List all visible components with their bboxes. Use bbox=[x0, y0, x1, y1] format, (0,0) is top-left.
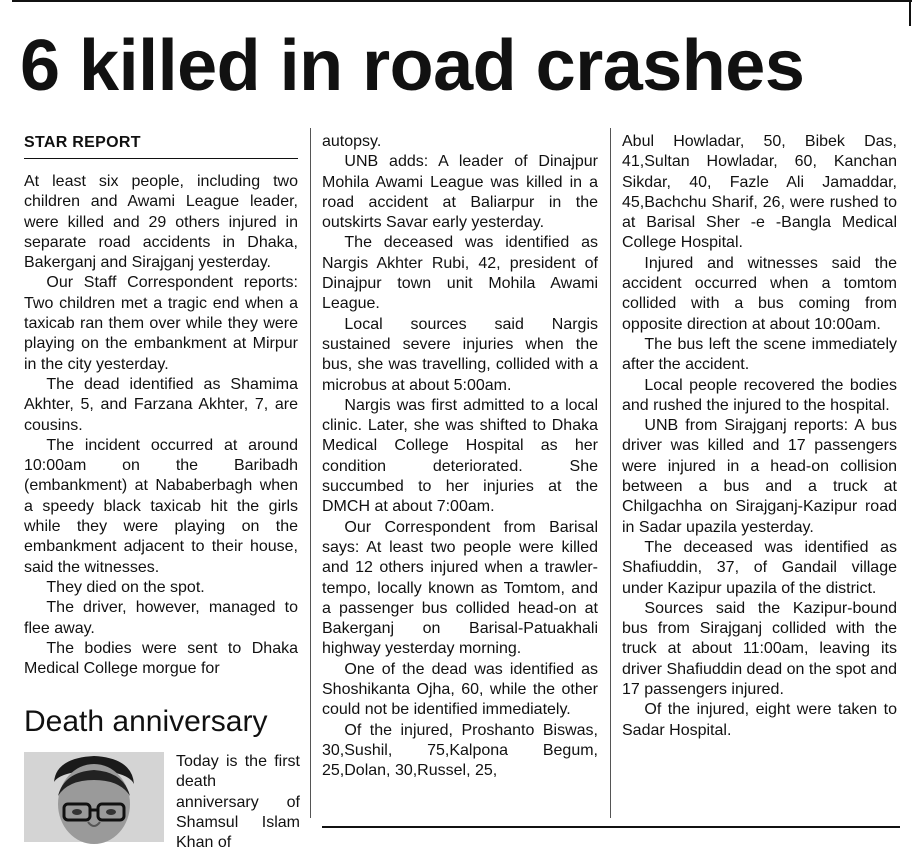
paragraph: Nargis was first admitted to a local clinic. Later, she was shifted to Dhaka Medical College Hospital as her condition deteriorated. She succumbed to her injuries at the DMCH at about 7:00am. bbox=[322, 396, 598, 516]
paragraph: Of the injured, Proshanto Biswas, 30,Sushil, 75,Kalpona Begum, 25,Dolan, 30,Russel, 25, bbox=[322, 721, 598, 780]
paragraph: Our Staff Correspondent reports: Two children met a tragic end when a taxicab ran them over while they were playing on the embankment at Mirpur in the city yesterday. bbox=[24, 274, 298, 373]
anniversary-text bbox=[176, 752, 300, 852]
paragraph: The driver, however, managed to flee away. bbox=[24, 599, 298, 637]
paragraph: UNB from Sirajganj reports: A bus driver was killed and 17 passengers were injured in a head-on collision between a bus and a truck at Chilgachha on Sirajganj-Kazipur road in Sadar upazila yesterday. bbox=[622, 417, 897, 536]
right-rule bbox=[909, 0, 911, 26]
portrait-photo-icon bbox=[24, 752, 164, 842]
byline: STAR REPORT bbox=[24, 132, 298, 159]
headline: 6 killed in road crashes bbox=[20, 26, 805, 106]
article-column-2 bbox=[322, 132, 598, 812]
paragraph: Today is the first death anniversary of Shamsul Islam Khan of bbox=[176, 753, 300, 852]
article-column-3 bbox=[622, 132, 897, 812]
bottom-rule bbox=[322, 826, 900, 828]
paragraph: One of the dead was identified as Shoshikanta Ojha, 60, while the other could not be identified immediately. bbox=[322, 660, 598, 719]
column-rule bbox=[610, 128, 611, 818]
paragraph: Local sources said Nargis sustained severe injuries when the bus, she was travelling, collided with a microbus at about 5:00am. bbox=[322, 315, 598, 394]
portrait-photo bbox=[24, 752, 164, 842]
paragraph: At least six people, including two children and Awami League leader, were killed and 29 others injured in separate road accidents in Dhaka, Bakerganj and Sirajganj yesterday. bbox=[24, 173, 298, 272]
paragraph: Injured and witnesses said the accident occurred when a tomtom collided with a bus coming from opposite direction at about 10:00am. bbox=[622, 254, 897, 333]
death-anniversary-heading: Death anniversary bbox=[24, 705, 268, 738]
paragraph: They died on the spot. bbox=[46, 578, 205, 596]
paragraph: The deceased was identified as Nargis Akhter Rubi, 42, president of Dinajpur town unit Mohila Awami League. bbox=[322, 234, 598, 313]
top-rule bbox=[12, 0, 912, 2]
paragraph: The incident occurred at around 10:00am on the Baribadh (embankment) at Nababerbagh when a speedy black taxicab hit the girls while they were playing on the embankment adjacent to their house, said the witnesses. bbox=[24, 436, 298, 576]
paragraph: autopsy. bbox=[322, 133, 382, 150]
paragraph: The deceased was identified as Shafiuddin, 37, of Gandail village under Kazipur upazila of the district. bbox=[622, 538, 897, 597]
article-column-1 bbox=[24, 172, 298, 686]
paragraph: Sources said the Kazipur-bound bus from Sirajganj collided with the truck at about 11:00am, leaving its driver Shafiuddin dead on the spot and 17 passengers injured. bbox=[622, 599, 897, 699]
paragraph: Our Correspondent from Barisal says: At least two people were killed and 12 others injured when a trawler-tempo, locally known as Tomtom, and a passenger bus collided head-on at Bakerganj on Barisal-Patuakhali highway yesterday morning. bbox=[322, 518, 598, 658]
paragraph: The bodies were sent to Dhaka Medical College morgue for bbox=[24, 639, 298, 678]
paragraph: UNB adds: A leader of Dinajpur Mohila Awami League was killed in a road accident at Baliarpur in the outskirts Savar early yesterday. bbox=[322, 153, 598, 232]
paragraph: The dead identified as Shamima Akhter, 5, and Farzana Akhter, 7, are cousins. bbox=[24, 375, 298, 434]
paragraph: The bus left the scene immediately after the accident. bbox=[622, 335, 897, 374]
paragraph: Of the injured, eight were taken to Sadar Hospital. bbox=[622, 701, 897, 739]
paragraph: Local people recovered the bodies and rushed the injured to the hospital. bbox=[622, 376, 897, 414]
paragraph: Abul Howladar, 50, Bibek Das, 41,Sultan Howladar, 60, Kanchan Sikdar, 40, Fazle Ali Jamaddar, 45,Bachchu Sharif, 26, were rushed to at Barisal Sher -e -Bangla Medical College Hospital. bbox=[622, 133, 897, 252]
